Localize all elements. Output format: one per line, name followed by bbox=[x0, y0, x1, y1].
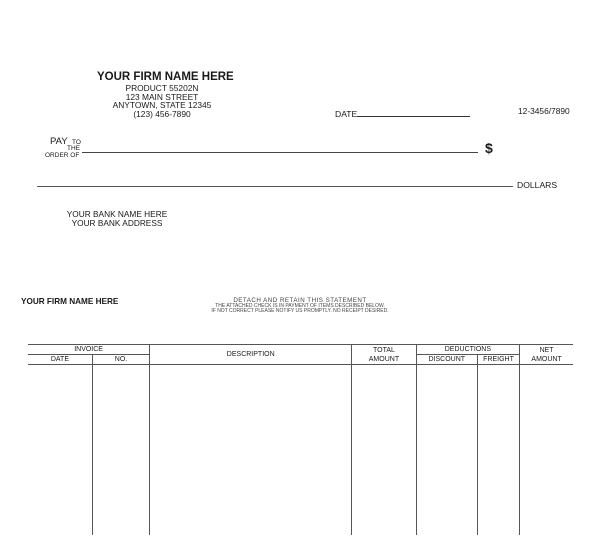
dollar-sign: $ bbox=[485, 140, 493, 156]
invoice-no-header: NO. bbox=[92, 355, 149, 365]
amount-words-line[interactable] bbox=[37, 186, 513, 187]
bank-block bbox=[62, 210, 172, 227]
net-amount-cell[interactable] bbox=[520, 365, 573, 536]
bank-name: YOUR BANK NAME HERE bbox=[66, 209, 168, 219]
routing-number: 12-3456/7890 bbox=[518, 106, 570, 116]
firm-name: YOUR FIRM NAME HERE bbox=[97, 71, 234, 83]
total-header-line-1: TOTAL bbox=[372, 346, 395, 354]
net-amount-header bbox=[520, 345, 573, 365]
to-label: TO bbox=[72, 139, 81, 146]
dollars-label: DOLLARS bbox=[517, 180, 558, 190]
description-header: DESCRIPTION bbox=[150, 345, 352, 365]
product-number: PRODUCT 55202N bbox=[125, 83, 199, 93]
bank-address: YOUR BANK ADDRESS bbox=[71, 217, 163, 228]
payment-notice bbox=[185, 304, 415, 315]
date-cell[interactable] bbox=[28, 365, 92, 536]
freight-cell[interactable] bbox=[477, 365, 519, 536]
description-cell[interactable] bbox=[150, 365, 352, 536]
notice-line-2: IF NOT CORRECT PLEASE NOTIFY US PROMPTLY. NO RECEIPT DESIRED. bbox=[211, 308, 389, 315]
payee-line[interactable] bbox=[82, 152, 478, 153]
total-amount-header bbox=[352, 345, 416, 365]
stub-firm-name: YOUR FIRM NAME HERE bbox=[21, 297, 119, 306]
discount-header: DISCOUNT bbox=[416, 355, 477, 365]
net-header-line-2: AMOUNT bbox=[531, 355, 562, 363]
total-amount-cell[interactable] bbox=[352, 365, 416, 536]
pay-label: PAY bbox=[50, 136, 68, 147]
total-header-line-2: AMOUNT bbox=[368, 355, 400, 363]
table-row bbox=[28, 365, 573, 536]
invoice-group-header: INVOICE bbox=[28, 345, 150, 355]
order-of-label: ORDER OF bbox=[45, 152, 80, 159]
date-label: DATE bbox=[335, 109, 358, 119]
street-address: 123 MAIN STREET bbox=[125, 91, 199, 102]
discount-cell[interactable] bbox=[416, 365, 477, 536]
notice-line-1: THE ATTACHED CHECK IS IN PAYMENT OF ITEMS DESCRIBED BELOW. bbox=[215, 303, 385, 309]
invoice-no-cell[interactable] bbox=[92, 365, 149, 536]
city-state: ANYTOWN, STATE 12345 bbox=[112, 100, 212, 111]
date-header: DATE bbox=[28, 355, 92, 365]
statement-table bbox=[28, 344, 573, 535]
deductions-group-header: DEDUCTIONS bbox=[416, 345, 520, 355]
freight-header: FREIGHT bbox=[477, 355, 519, 365]
net-header-line-1: NET bbox=[539, 346, 554, 354]
detach-instruction: DETACH AND RETAIN THIS STATEMENT bbox=[233, 297, 367, 304]
firm-address-block bbox=[97, 84, 227, 118]
date-line[interactable] bbox=[357, 116, 470, 117]
the-label: THE bbox=[67, 145, 80, 152]
phone-number: (123) 456-7890 bbox=[133, 108, 191, 119]
